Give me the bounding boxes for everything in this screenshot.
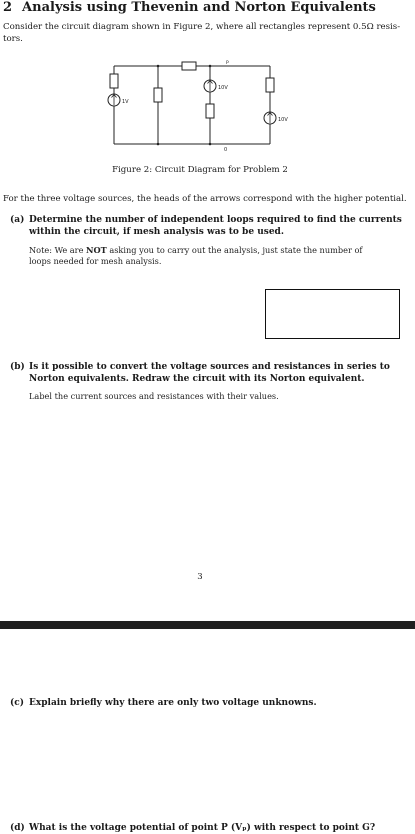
resistor-r3	[154, 88, 162, 102]
question-d-label: (d)	[10, 823, 25, 833]
intro-line-1: Consider the circuit diagram shown in Figure 2, where all rectangles represent 0.5Ω resis-	[3, 22, 401, 32]
intro-line-2: tors.	[3, 33, 23, 44]
question-c	[10, 697, 405, 709]
question-a-note	[29, 245, 405, 267]
note-bold: NOT	[86, 245, 107, 255]
section-number: 2	[3, 0, 13, 15]
question-a-line-1: Determine the number of independent loops required to find the currents	[29, 215, 402, 225]
question-b-note: Label the current sources and resistances with their values.	[29, 391, 279, 401]
resistor-r4	[206, 104, 214, 118]
question-b	[10, 361, 405, 385]
question-a-line-2: within the circuit, if mesh analysis was to be used.	[29, 227, 284, 237]
intro-paragraph	[3, 22, 408, 45]
question-d	[10, 822, 405, 834]
label-node-p: P	[226, 61, 229, 66]
label-source-mid: 10V	[218, 85, 228, 91]
section-title: Analysis using Thevenin and Norton Equivalents	[22, 0, 376, 15]
question-b-label: (b)	[10, 362, 25, 372]
section-heading	[3, 0, 376, 15]
resistor-r5	[266, 78, 274, 92]
question-b-line-2: Norton equivalents. Redraw the circuit with its Norton equivalent.	[29, 374, 365, 384]
label-source-left: 1V	[122, 99, 129, 105]
question-a-label: (a)	[10, 215, 25, 225]
page-break-band	[0, 621, 415, 629]
question-d-line-1: What is the voltage potential of point P (Vₚ) with respect to point G?	[29, 823, 376, 833]
label-node-ground: 0	[224, 147, 228, 152]
question-c-line-1: Explain briefly why there are only two voltage unknowns.	[29, 698, 317, 708]
question-b-line-1: Is it possible to convert the voltage sources and resistances in series to	[29, 362, 390, 372]
figure-caption: Figure 2: Circuit Diagram for Problem 2	[112, 165, 288, 175]
note-suffix: asking you to carry out the analysis, just state the number of	[106, 245, 363, 255]
resistor-r1	[110, 74, 118, 88]
answer-box[interactable]	[265, 289, 400, 339]
question-a	[10, 214, 405, 238]
circuit-diagram	[100, 60, 300, 152]
note-prefix: Note: We are	[29, 245, 87, 255]
resistor-r2	[182, 62, 196, 70]
question-c-label: (c)	[10, 698, 24, 708]
arrow-note: For the three voltage sources, the heads of the arrows correspond with the higher potential.	[3, 194, 407, 204]
page-number: 3	[197, 572, 203, 582]
label-source-right: 10V	[278, 117, 288, 123]
note-line-2: loops needed for mesh analysis.	[29, 256, 162, 266]
